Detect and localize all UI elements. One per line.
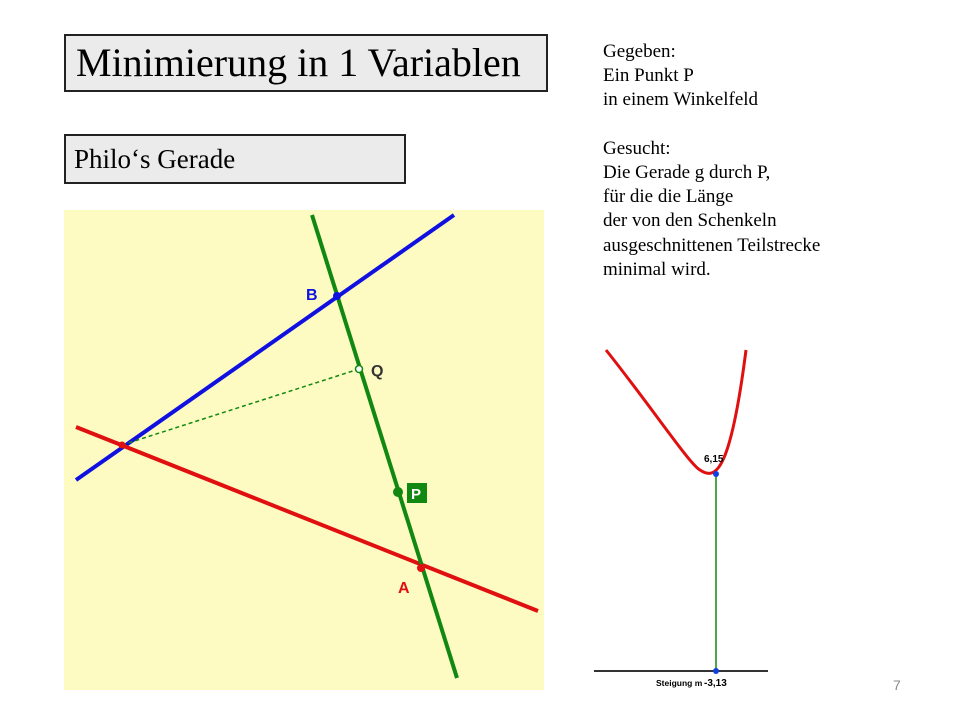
point-p xyxy=(393,487,403,497)
sought-line-2: für die die Länge xyxy=(603,186,734,208)
vertex-point xyxy=(119,442,126,449)
min-value-label: 6,15 xyxy=(704,454,724,465)
label-p: P xyxy=(411,486,422,503)
axis-point xyxy=(713,668,719,674)
sought-line-1: Die Gerade g durch P, xyxy=(603,161,771,183)
slide-subtitle: Philo‘s Gerade xyxy=(64,134,406,184)
sought-heading: Gesucht: xyxy=(603,137,671,159)
label-a: A xyxy=(398,580,410,597)
dashed-perpendicular xyxy=(122,369,359,445)
blue-leg-line xyxy=(76,215,454,480)
point-a xyxy=(417,564,425,572)
point-q xyxy=(356,366,363,373)
page-number: 7 xyxy=(893,677,901,693)
minimum-point xyxy=(713,471,719,477)
sought-line-4: ausgeschnittenen Teilstrecke xyxy=(603,234,821,256)
construction-panel xyxy=(64,210,544,690)
construction-svg xyxy=(64,210,544,690)
m-value-label: -3,13 xyxy=(704,678,727,689)
given-line-1: Ein Punkt P xyxy=(603,65,694,87)
label-q: Q xyxy=(371,363,384,380)
slide-title: Minimierung in 1 Variablen xyxy=(64,34,548,92)
point-b xyxy=(333,292,341,300)
graph-svg xyxy=(590,345,770,695)
spacer xyxy=(603,113,953,137)
label-b: B xyxy=(306,287,318,304)
sought-line-3: der von den Schenkeln xyxy=(603,210,777,232)
red-leg-line xyxy=(76,427,538,611)
sought-line-5: minimal wird. xyxy=(603,258,711,280)
green-line-g xyxy=(312,215,457,678)
axis-label: Steigung m xyxy=(656,678,703,688)
length-curve xyxy=(606,350,746,473)
problem-description xyxy=(603,40,953,282)
given-heading: Gegeben: xyxy=(603,41,676,62)
length-graph xyxy=(590,345,770,695)
given-line-2: in einem Winkelfeld xyxy=(603,89,759,111)
